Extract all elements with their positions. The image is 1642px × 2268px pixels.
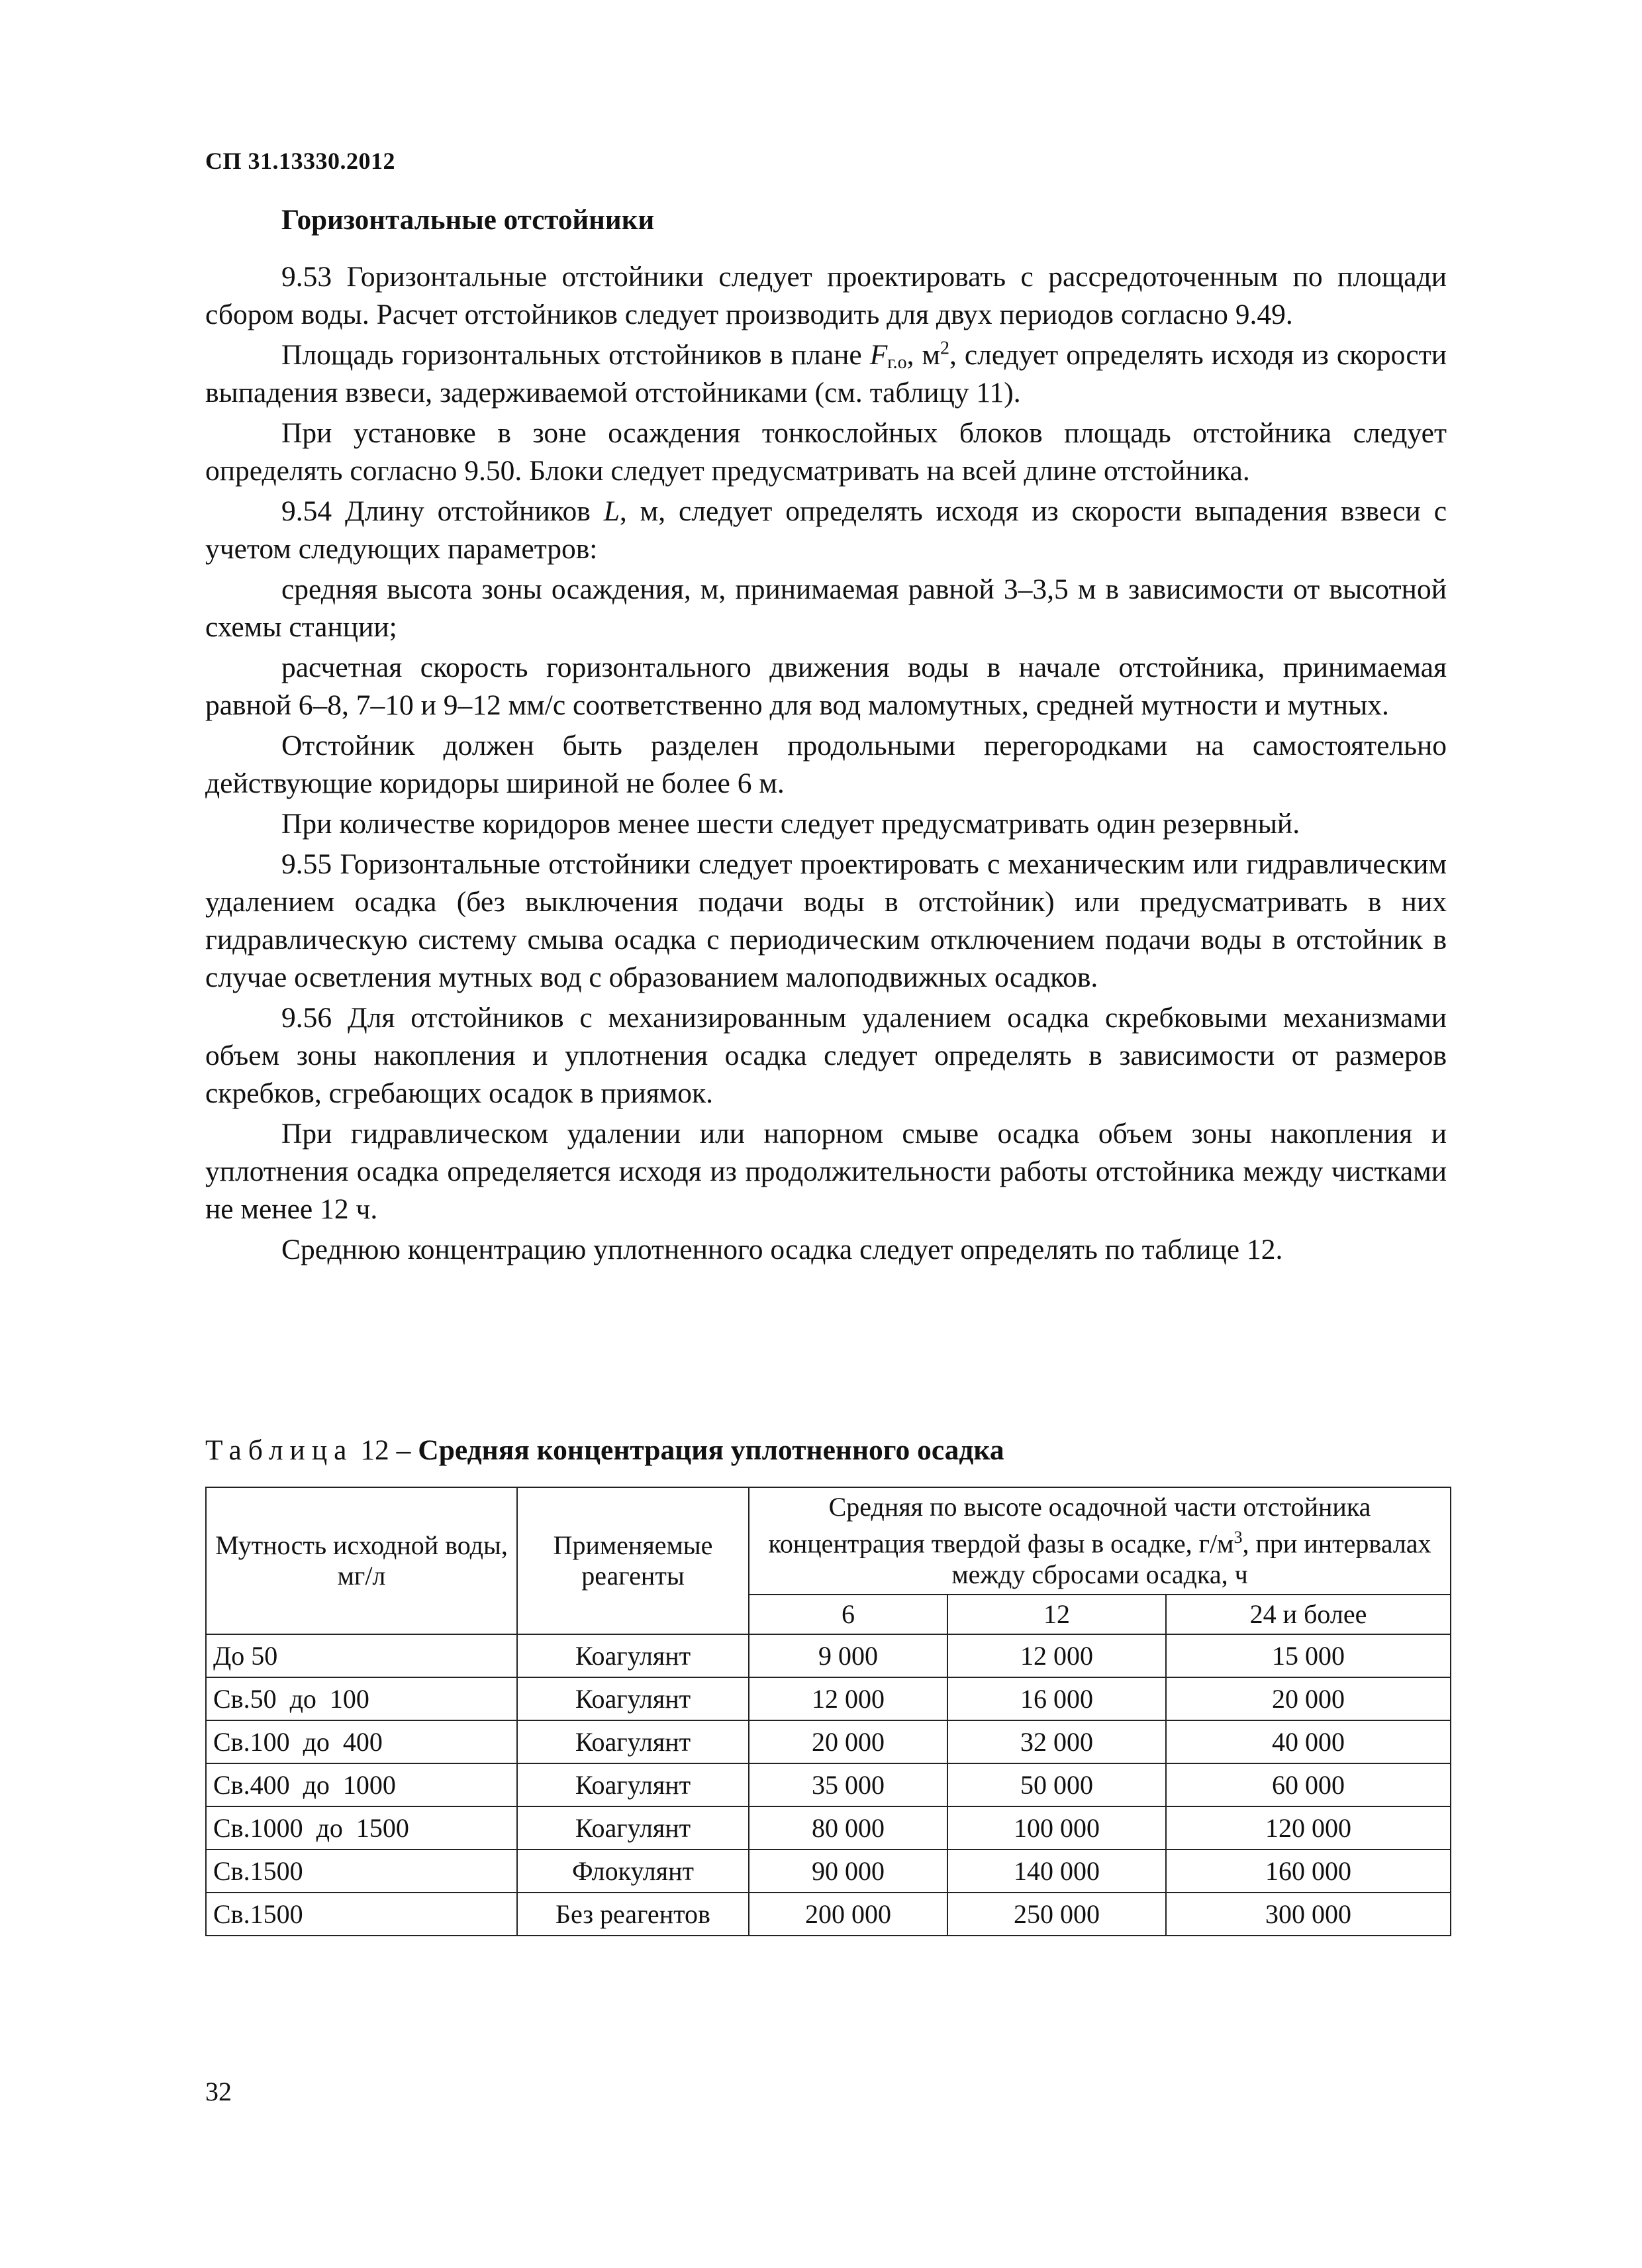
text-run: , при интервалах между сбросами осадка, ч xyxy=(951,1528,1431,1589)
table-row xyxy=(206,1849,1451,1893)
cell-value-6: 35 000 xyxy=(749,1763,947,1806)
text-run: 9.54 Длину отстойников xyxy=(281,495,604,527)
sludge-concentration-table xyxy=(205,1487,1451,1936)
cell-reagent: Коагулянт xyxy=(517,1763,749,1806)
cell-value-12: 250 000 xyxy=(947,1893,1166,1936)
cell-turbidity: Св.100 до 400 xyxy=(206,1720,517,1763)
text-run: Средняя по высоте осадочной части отстойника концентрация твердой фазы в осадке, г/м xyxy=(768,1492,1371,1559)
text-run: , м, следует определять исходя из скорости выпадения взвеси с учетом следующих параметров: xyxy=(205,495,1447,565)
cell-value-12: 50 000 xyxy=(947,1763,1166,1806)
table-row xyxy=(206,1806,1451,1849)
cell-value-12: 140 000 xyxy=(947,1849,1166,1893)
table-row xyxy=(206,1720,1451,1763)
header-concentration xyxy=(749,1487,1451,1595)
table-row xyxy=(206,1893,1451,1936)
cell-value-24: 20 000 xyxy=(1166,1677,1451,1720)
cell-value-6: 20 000 xyxy=(749,1720,947,1763)
paragraph-9-55: 9.55 Горизонтальные отстойники следует проектировать с механическим или гидравлическим удалением осадка (без выключения подачи воды в отстойник) или предусматривать в них гидравлическую систему смыва осадка с периодическим отключением подачи воды в отстойник в случае осветления мутных вод с образованием малоподвижных осадков. xyxy=(205,848,1447,993)
document-code: СП 31.13330.2012 xyxy=(205,148,395,174)
cell-reagent: Флокулянт xyxy=(517,1849,749,1893)
caption-title: Средняя концентрация уплотненного осадка xyxy=(418,1434,1004,1466)
table-header-row xyxy=(206,1487,1451,1595)
section-heading: Горизонтальные отстойники xyxy=(281,205,655,236)
cell-value-24: 300 000 xyxy=(1166,1893,1451,1936)
paragraph-9-56: 9.56 Для отстойников с механизированным удалением осадка скребковыми механизмами объем зоны накопления и уплотнения осадка следует определять в зависимости от размеров скребков, сгребающих осадок в приямок. xyxy=(205,1002,1447,1109)
paragraph-hydraulic-removal: При гидравлическом удалении или напорном смыве осадка объем зоны накопления и уплотнения осадка определяется исходя из продолжительности работы отстойника между чистками не менее 12 ч. xyxy=(205,1118,1447,1225)
cell-reagent: Коагулянт xyxy=(517,1720,749,1763)
table-row xyxy=(206,1677,1451,1720)
cell-turbidity: До 50 xyxy=(206,1634,517,1677)
page-number: 32 xyxy=(205,2077,232,2106)
cell-value-12: 12 000 xyxy=(947,1634,1166,1677)
text-run: Площадь горизонтальных отстойников в плане xyxy=(281,339,870,371)
cell-value-6: 90 000 xyxy=(749,1849,947,1893)
cell-reagent: Коагулянт xyxy=(517,1677,749,1720)
text-run: , следует определять исходя из скорости выпадения взвеси, задерживаемой отстойниками (см. таблицу 11). xyxy=(205,339,1447,409)
table-row xyxy=(206,1763,1451,1806)
cell-value-24: 160 000 xyxy=(1166,1849,1451,1893)
body-text xyxy=(205,258,1447,1269)
table-caption xyxy=(205,1434,1004,1467)
paragraph-9-54 xyxy=(205,493,1447,568)
cell-turbidity: Св.400 до 1000 xyxy=(206,1763,517,1806)
caption-word: Таблица xyxy=(205,1434,354,1466)
cell-turbidity: Св.1500 xyxy=(206,1849,517,1893)
header-interval-12: 12 xyxy=(947,1595,1166,1634)
cell-value-6: 9 000 xyxy=(749,1634,947,1677)
header-interval-6: 6 xyxy=(749,1595,947,1634)
cell-value-24: 60 000 xyxy=(1166,1763,1451,1806)
cell-value-24: 120 000 xyxy=(1166,1806,1451,1849)
caption-number: 12 – xyxy=(353,1434,418,1466)
cell-value-6: 12 000 xyxy=(749,1677,947,1720)
cell-value-24: 15 000 xyxy=(1166,1634,1451,1677)
header-interval-24: 24 и более xyxy=(1166,1595,1451,1634)
superscript-3: 3 xyxy=(1233,1528,1243,1548)
paragraph-corridors: Отстойник должен быть разделен продольными перегородками на самостоятельно действующие коридоры шириной не более 6 м. xyxy=(205,730,1447,799)
cell-value-12: 16 000 xyxy=(947,1677,1166,1720)
table-row xyxy=(206,1634,1451,1677)
cell-value-6: 80 000 xyxy=(749,1806,947,1849)
cell-turbidity: Св.1500 xyxy=(206,1893,517,1936)
paragraph-flow-speed: расчетная скорость горизонтального движения воды в начале отстойника, принимаемая равной 6–8, 7–10 и 9–12 мм/с соответственно для вод маломутных, средней мутности и мутных. xyxy=(205,652,1447,721)
cell-turbidity: Св.1000 до 1500 xyxy=(206,1806,517,1849)
paragraph-reserve: При количестве коридоров менее шести следует предусматривать один резервный. xyxy=(281,808,1300,840)
variable-f: F xyxy=(869,339,888,371)
cell-value-12: 32 000 xyxy=(947,1720,1166,1763)
text-run: , м xyxy=(906,339,940,371)
superscript-2: 2 xyxy=(940,338,949,359)
cell-reagent: Коагулянт xyxy=(517,1634,749,1677)
cell-value-12: 100 000 xyxy=(947,1806,1166,1849)
subscript-go: г.о xyxy=(887,352,907,373)
header-turbidity: Мутность исходной воды, мг/л xyxy=(206,1487,517,1634)
paragraph-area xyxy=(205,336,1447,412)
cell-value-24: 40 000 xyxy=(1166,1720,1451,1763)
cell-reagent: Коагулянт xyxy=(517,1806,749,1849)
cell-turbidity: Св.50 до 100 xyxy=(206,1677,517,1720)
header-reagents: Применяемые реагенты xyxy=(517,1487,749,1634)
cell-value-6: 200 000 xyxy=(749,1893,947,1936)
paragraph-thin-layer-blocks: При установке в зоне осаждения тонкослойных блоков площадь отстойника следует определять согласно 9.50. Блоки следует предусматривать на всей длине отстойника. xyxy=(205,417,1447,487)
paragraph-concentration: Среднюю концентрацию уплотненного осадка следует определять по таблице 12. xyxy=(281,1234,1283,1265)
paragraph-9-53: 9.53 Горизонтальные отстойники следует проектировать с рассредоточенным по площади сбором воды. Расчет отстойников следует производить для двух периодов согласно 9.49. xyxy=(205,261,1447,330)
cell-reagent: Без реагентов xyxy=(517,1893,749,1936)
variable-l: L xyxy=(603,495,620,527)
paragraph-zone-height: средняя высота зоны осаждения, м, принимаемая равной 3–3,5 м в зависимости от высотной схемы станции; xyxy=(205,573,1447,643)
